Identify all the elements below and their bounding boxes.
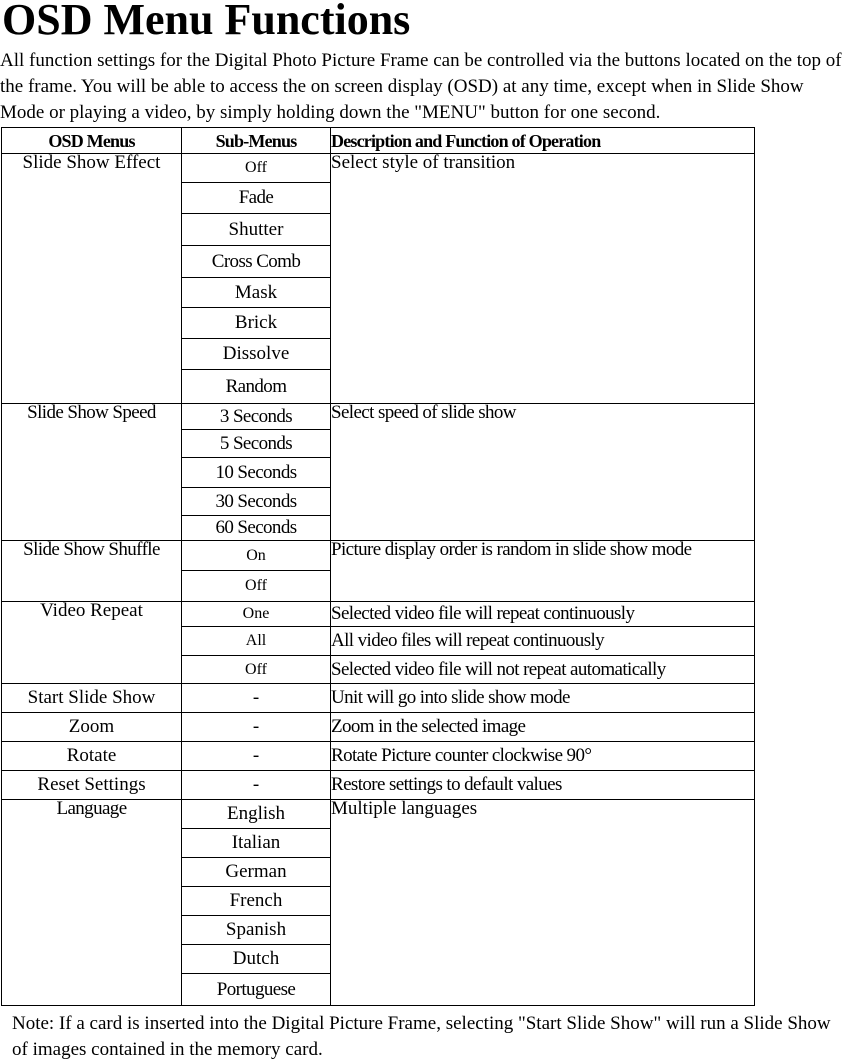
header-description: Description and Function of Operation bbox=[331, 128, 755, 154]
sub-menu-item: One bbox=[182, 602, 331, 627]
menu-slide-show-speed: Slide Show Speed bbox=[2, 404, 182, 541]
menu-slide-show-shuffle: Slide Show Shuffle bbox=[2, 541, 182, 602]
desc-language: Multiple languages bbox=[331, 800, 755, 1006]
sub-menu-item: - bbox=[182, 771, 331, 800]
intro-paragraph: All function settings for the Digital Photo Picture Frame can be controlled via the buttons located on the top of the frame. You will be able to access the on screen display (OSD) at any time, except when in Slide Show Mode or playing a video, by simply holding down the "MENU" button for one second. bbox=[0, 50, 842, 123]
table-row bbox=[2, 713, 755, 742]
table-header-row bbox=[2, 128, 755, 154]
sub-menu-item: On bbox=[182, 541, 331, 571]
sub-menu-item: Cross Comb bbox=[182, 246, 331, 278]
desc-video-repeat-off: Selected video file will not repeat automatically bbox=[331, 656, 755, 684]
table-row bbox=[2, 800, 755, 829]
menu-zoom: Zoom bbox=[2, 713, 182, 742]
desc-slide-show-shuffle: Picture display order is random in slide show mode bbox=[331, 541, 755, 602]
sub-menu-item: Off bbox=[182, 154, 331, 183]
menu-start-slide-show: Start Slide Show bbox=[2, 684, 182, 713]
sub-menu-item: French bbox=[182, 887, 331, 916]
sub-menu-item: All bbox=[182, 627, 331, 656]
sub-menu-item: 10 Seconds bbox=[182, 458, 331, 488]
sub-menu-item: Dutch bbox=[182, 945, 331, 974]
table-row bbox=[2, 541, 755, 571]
sub-menu-item: Off bbox=[182, 571, 331, 602]
sub-menu-item: - bbox=[182, 684, 331, 713]
sub-menu-item: - bbox=[182, 742, 331, 771]
sub-menu-item: English bbox=[182, 800, 331, 829]
desc-rotate: Rotate Picture counter clockwise 90° bbox=[331, 742, 755, 771]
table-row bbox=[2, 742, 755, 771]
sub-menu-item: Dissolve bbox=[182, 339, 331, 370]
sub-menu-item: 5 Seconds bbox=[182, 430, 331, 458]
sub-menu-item: - bbox=[182, 713, 331, 742]
desc-reset-settings: Restore settings to default values bbox=[331, 771, 755, 800]
desc-slide-show-effect: Select style of transition bbox=[331, 154, 755, 404]
sub-menu-item: 30 Seconds bbox=[182, 488, 331, 516]
sub-menu-item: Off bbox=[182, 656, 331, 684]
sub-menu-item: Italian bbox=[182, 829, 331, 858]
desc-video-repeat-all: All video files will repeat continuously bbox=[331, 627, 755, 656]
menu-reset-settings: Reset Settings bbox=[2, 771, 182, 800]
sub-menu-item: German bbox=[182, 858, 331, 887]
menu-slide-show-effect: Slide Show Effect bbox=[2, 154, 182, 404]
menu-video-repeat: Video Repeat bbox=[2, 602, 182, 684]
table-row bbox=[2, 602, 755, 627]
sub-menu-item: Fade bbox=[182, 183, 331, 214]
sub-menu-item: Mask bbox=[182, 278, 331, 308]
menu-language: Language bbox=[2, 800, 182, 1006]
sub-menu-item: Spanish bbox=[182, 916, 331, 945]
desc-video-repeat-one: Selected video file will repeat continuously bbox=[331, 602, 755, 627]
table-row bbox=[2, 684, 755, 713]
table-row bbox=[2, 771, 755, 800]
header-sub-menus: Sub-Menus bbox=[182, 128, 331, 154]
sub-menu-item: 3 Seconds bbox=[182, 404, 331, 430]
sub-menu-item: Brick bbox=[182, 308, 331, 339]
table-row bbox=[2, 154, 755, 183]
table-row bbox=[2, 404, 755, 430]
menu-rotate: Rotate bbox=[2, 742, 182, 771]
desc-zoom: Zoom in the selected image bbox=[331, 713, 755, 742]
sub-menu-item: Portuguese bbox=[182, 974, 331, 1006]
desc-start-slide-show: Unit will go into slide show mode bbox=[331, 684, 755, 713]
page-title: OSD Menu Functions bbox=[2, 0, 411, 44]
header-osd-menus: OSD Menus bbox=[2, 128, 182, 154]
sub-menu-item: Random bbox=[182, 370, 331, 404]
osd-menu-table bbox=[1, 127, 755, 1006]
desc-slide-show-speed: Select speed of slide show bbox=[331, 404, 755, 541]
sub-menu-item: 60 Seconds bbox=[182, 516, 331, 541]
footnote: Note: If a card is inserted into the Digital Picture Frame, selecting "Start Slide Show" will run a Slide Show of images contained in the memory card. bbox=[12, 1013, 831, 1060]
sub-menu-item: Shutter bbox=[182, 214, 331, 246]
